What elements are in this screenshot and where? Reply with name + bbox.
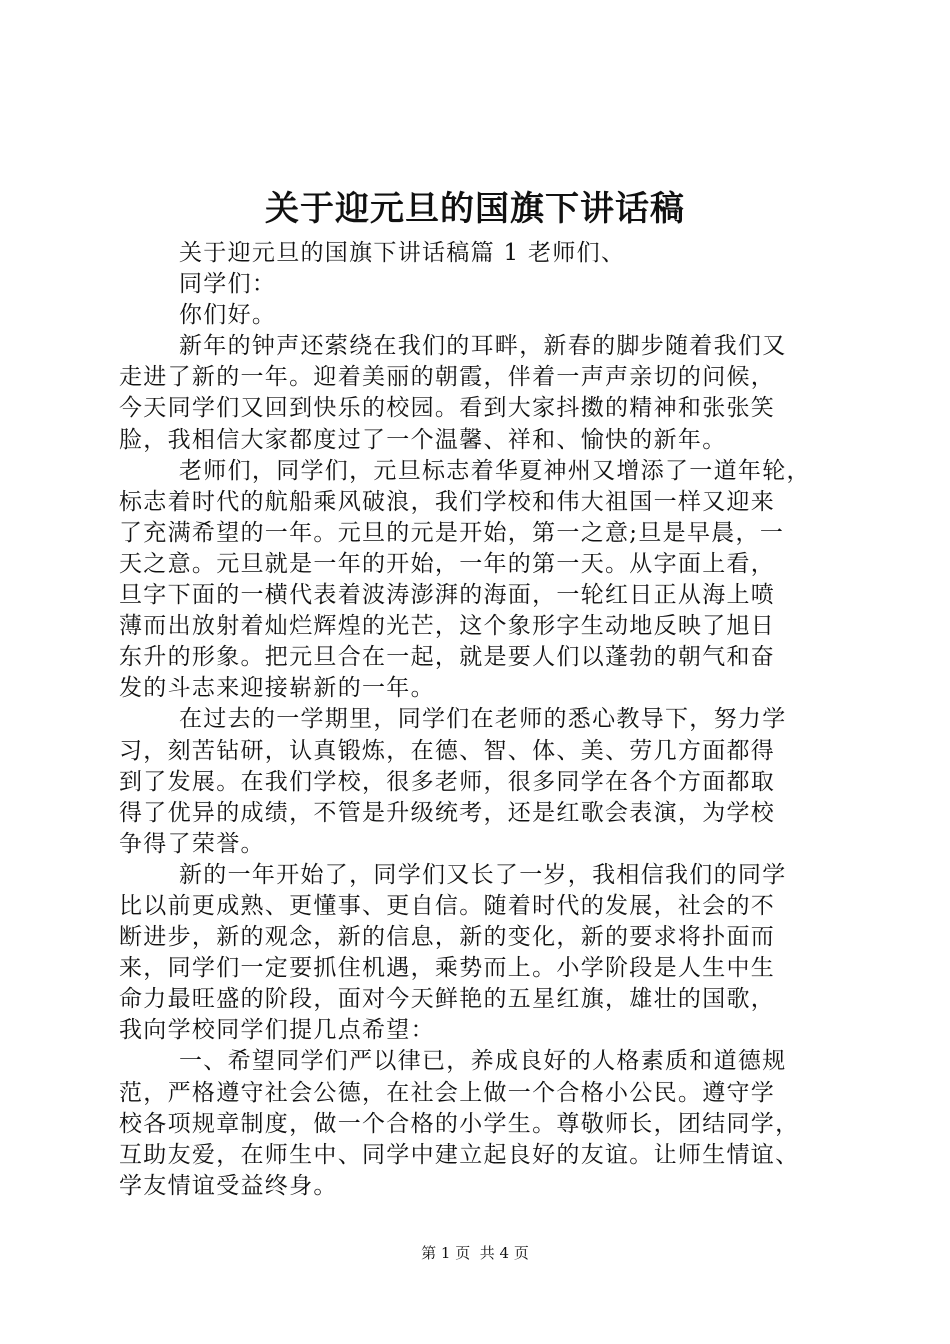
text-line: 一、希望同学们严以律已，养成良好的人格素质和道德规 [179,1048,787,1075]
text-line: 在过去的一学期里，同学们在老师的悉心教导下，努力学 [179,706,787,733]
text-line: 薄而出放射着灿烂辉煌的光芒，这个象形字生动地反映了旭日 [119,613,776,640]
document-title: 关于迎元旦的国旗下讲话稿 [265,189,685,229]
text-line: 走进了新的一年。迎着美丽的朝霞，伴着一声声亲切的问候， [119,364,776,391]
text-line: 同学们： [179,271,277,298]
text-line: 学友情谊受益终身。 [119,1172,338,1199]
text-line: 到了发展。在我们学校，很多老师，很多同学在各个方面都取 [119,768,776,795]
text-line: 天之意。元旦就是一年的开始，一年的第一天。从字面上看， [119,550,776,577]
text-line: 发的斗志来迎接崭新的一年。 [119,675,435,702]
text-line: 关于迎元旦的国旗下讲话稿篇 1 老师们、 [179,240,626,266]
text-line: 旦字下面的一横代表着波涛澎湃的海面，一轮红日正从海上喷 [119,582,776,609]
text-line: 今天同学们又回到快乐的校园。看到大家抖擞的精神和张张笑 [119,395,776,422]
text-line: 来，同学们一定要抓住机遇，乘势而上。小学阶段是人生中生 [119,955,776,982]
text-line: 比以前更成熟、更懂事、更自信。随着时代的发展，社会的不 [119,892,776,919]
text-line: 得了优异的成绩，不管是升级统考，还是红歌会表演，为学校 [119,799,776,826]
text-line: 断进步，新的观念，新的信息，新的变化，新的要求将扑面而 [119,924,776,951]
text-line: 东升的形象。把元旦合在一起，就是要人们以蓬勃的朝气和奋 [119,644,776,671]
text-line: 新的一年开始了，同学们又长了一岁，我相信我们的同学 [179,861,787,888]
text-line: 命力最旺盛的阶段，面对今天鲜艳的五星红旗，雄壮的国歌， [119,986,776,1013]
text-line: 标志着时代的航船乘风破浪，我们学校和伟大祖国一样又迎来 [119,488,776,515]
text-line: 我向学校同学们提几点希望： [119,1017,435,1044]
text-line: 了充满希望的一年。元旦的元是开始，第一之意;旦是早晨，一 [119,519,785,546]
text-line: 校各项规章制度，做一个合格的小学生。尊敬师长，团结同学， [119,1110,800,1137]
text-line: 习，刻苦钻研，认真锻炼，在德、智、体、美、劳几方面都得 [119,737,776,764]
text-line: 你们好。 [179,302,277,329]
text-line: 范，严格遵守社会公德，在社会上做一个合格小公民。遵守学 [119,1079,776,1106]
document-body [119,238,834,1202]
page-footer [0,1242,950,1264]
text-line: 新年的钟声还萦绕在我们的耳畔，新春的脚步随着我们又 [179,333,787,360]
text-line: 老师们，同学们，元旦标志着华夏神州又增添了一道年轮， [179,457,811,484]
page-total: 共 4 页 [479,1244,529,1262]
text-line: 脸，我相信大家都度过了一个温馨、祥和、愉快的新年。 [119,426,727,453]
text-line: 争得了荣誉。 [119,830,265,857]
text-line: 互助友爱，在师生中、同学中建立起良好的友谊。让师生情谊、 [119,1141,800,1168]
page-number: 第 1 页 [421,1244,471,1262]
